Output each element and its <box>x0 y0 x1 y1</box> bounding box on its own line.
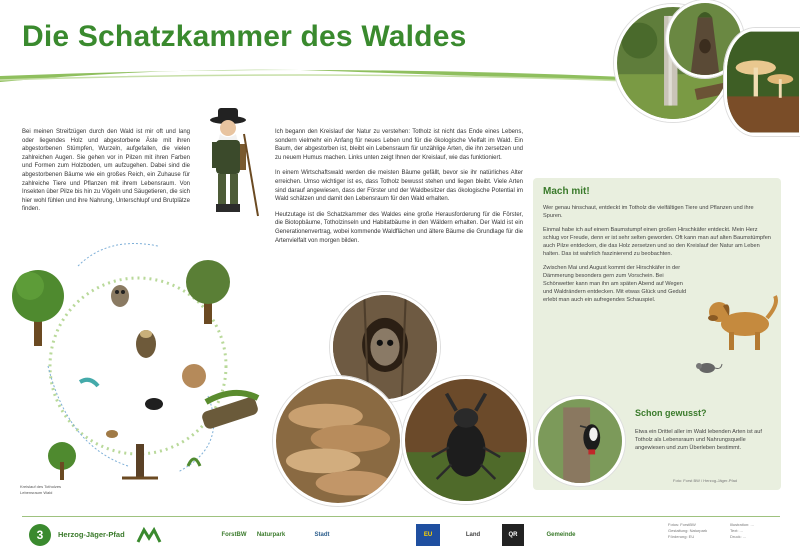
dog-illustration <box>705 290 781 356</box>
bracket-fungus-photo <box>273 376 403 506</box>
logo-naturpark: Naturpark <box>256 532 286 538</box>
credits-left <box>668 522 707 540</box>
credit-line: Förderung: EU <box>668 534 695 539</box>
logo-forstbw: ForstBW <box>221 532 247 538</box>
credit-line: Druck: ... <box>730 534 747 539</box>
cycle-legend-line: Lebensraum Wald <box>20 490 53 495</box>
logo-land: Land <box>465 532 481 538</box>
page-title: Die Schatzkammer des Waldes <box>22 20 467 53</box>
mach-mit-title: Mach mit! <box>543 186 590 197</box>
intro-paragraph: Bei meinen Streifzügen durch den Wald ist mir oft und lang oder liegendes Holz und abgestorbene Äste mit ihren abgestorbenen Stümpfen, Wurzeln, aufgefallen, die vielen zahlreichen Augen. Sie gehen vor in Pilzen mit ihren Farben und Formen zum Holzboden, um aufzugehen. Dabei sind die abgestorbenen Bäume wie ein großes Reich, ein Zuhause für zahlreiche Tiere und Pflanzen mit ihrem Lebensraum. Von Insekten über Pilze bis hin zu Vögeln und Säugetieren, die sich hier wohl fühlen und ihre Nahrung, Unterschlupf und Brutplätze finden. <box>22 129 190 213</box>
mach-mit-paragraph-2: Einmal habe ich auf einem Baumstumpf einen großen Hirschkäfer entdeckt. Mein Herz schlug vor Freude, denn er ist sehr selten geworden. Oft kann man auf alten Baumstümpfen auch Pilze entdecken, die das Holz zersetzen und so den Kreislauf der Natur am Leben halten. Das ist wahrlich faszinierend zu beobachten. <box>543 227 771 257</box>
credit-line: Gestaltung: Naturpark <box>668 528 708 533</box>
cycle-legend-line: Kreislauf des Totholzes <box>20 484 62 489</box>
cycle-legend <box>20 484 61 496</box>
mushroom-photo <box>724 28 800 136</box>
middle-paragraph-1: Ich begann den Kreislauf der Natur zu verstehen: Totholz ist nicht das Ende eines Lebens, sondern vielmehr ein Anfang für neues Leben und für die ökologische Vielfalt im Wald. Ein Baum, der abgestorben ist, bleibt ein Lebensraum für unzählige Arten, die ihn zersetzen und zu neuem Humus machen. Links unten zeigt Ihnen der Kreislauf, wie das funktioniert. <box>275 129 523 161</box>
hunter-illustration <box>194 104 264 222</box>
mach-mit-paragraph-1: Wer genau hinschaut, entdeckt im Totholz die vielfältigen Tiere und Pflanzen und ihre Spuren. <box>543 205 754 219</box>
schon-gewusst-title: Schon gewusst? <box>635 408 707 418</box>
woodpecker-photo <box>535 396 625 486</box>
deadwood-cycle-diagram <box>8 226 270 486</box>
trail-name: Herzog-Jäger-Pfad <box>58 530 125 539</box>
stag-beetle-photo <box>402 376 530 504</box>
qr-code[interactable]: QR <box>502 524 524 546</box>
footer-divider <box>22 516 780 517</box>
schon-gewusst-text: Etwa ein Drittel aller im Wald lebenden Arten ist auf Totholz als Lebensraum und Nahrungsquelle angewiesen und zum Überleben bestimmt. <box>635 429 762 451</box>
trail-logo-icon <box>136 526 162 544</box>
mach-mit-footer: Foto: Forst BW / Herzog-Jäger-Pfad <box>673 478 738 483</box>
logo-gemeinde: Gemeinde <box>546 532 576 538</box>
intro-text <box>22 128 190 221</box>
credit-line: Illustration: ... <box>730 522 754 527</box>
mach-mit-box <box>533 178 781 490</box>
logo-eu: EU <box>416 524 440 546</box>
middle-paragraph-3: Heutzutage ist die Schatzkammer des Waldes eine große Herausforderung für die Förster, die Biotopbäume, Totholzinseln und Habitatbäume in den Wäldern erhalten. Der Wald ist ein Generationenvertrag, wobei kommende Waldflächen und ältere Bäume die Grundlage für die Artenvielfalt von morgen bilden. <box>275 211 523 244</box>
credits-right <box>730 522 754 540</box>
mouse-illustration <box>693 358 723 376</box>
middle-paragraph-2: In einem Wirtschaftswald werden die meisten Bäume gefällt, bevor sie ihr natürliches Alter erreichen. Umso wichtiger ist es, dass Totholz bewusst stehen und liegen bleibt. Viele Arten sind darauf angewiesen, dass der Förster und der Waldbesitzer das ökologische Potential im Wald schätzen und damit den Lebensraum für den Wald erhalten. <box>275 170 523 203</box>
credit-line: Fotos: ForstBW <box>668 522 696 527</box>
logo-stadt: Stadt <box>314 532 330 538</box>
page-number-badge: 3 <box>29 524 51 546</box>
credit-line: Text: ... <box>730 528 743 533</box>
mach-mit-paragraph-3: Zwischen Mai und August kommt der Hirschkäfer in der Dämmerung besonders gern zum Vorschein. Bei Schönwetter kann man ihn am späten Abend auf Wegen und Waldrändern entdecken. Mit etwas Glück und Geduld erlebt man auch ein aufregendes Schauspiel. <box>543 265 687 303</box>
middle-text <box>275 128 523 252</box>
